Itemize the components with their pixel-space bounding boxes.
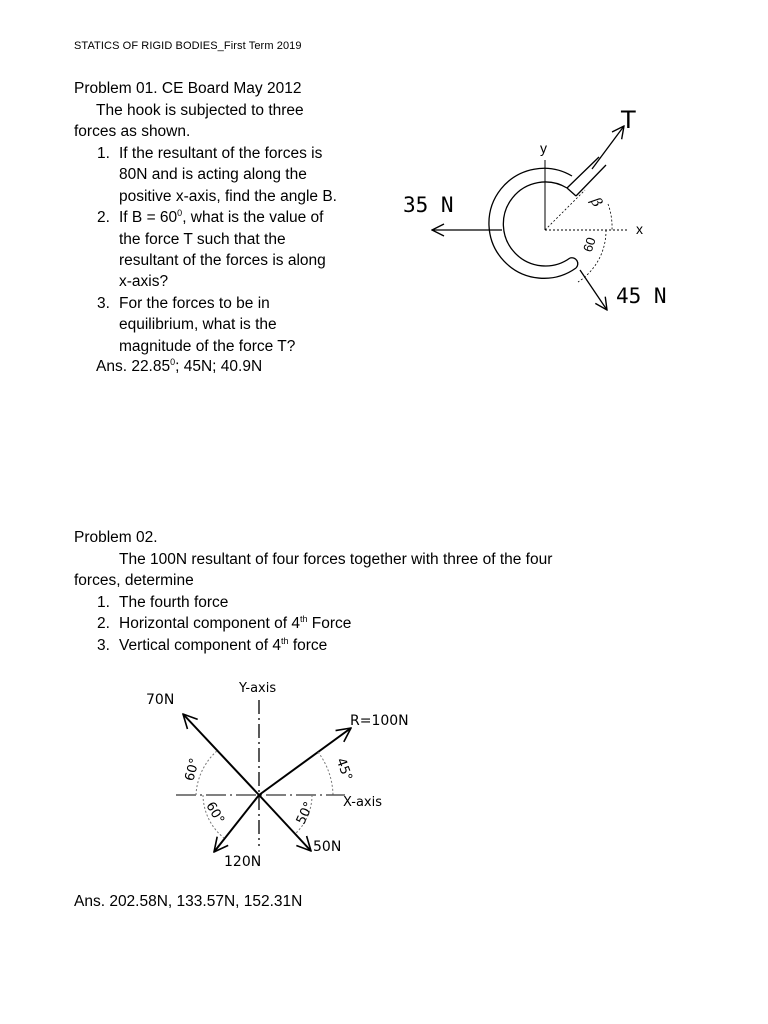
problem1-intro-line2: forces as shown.	[74, 123, 191, 140]
force-120N-arrow	[214, 795, 259, 852]
label-70N: 70N	[146, 692, 175, 708]
question-line: Horizontal component of 4th Force	[119, 614, 352, 633]
label-beta: β	[587, 195, 606, 211]
question-line: the force T such that the	[119, 230, 286, 248]
label-xaxis: X-axis	[343, 795, 382, 810]
angle-label-60-top: 60°	[182, 756, 203, 783]
angle-label-60-bottom: 60°	[202, 799, 227, 827]
problem1-intro-line1: The hook is subjected to three	[96, 102, 304, 119]
question-line: For the forces to be in	[119, 294, 270, 312]
angle-label-45: 45°	[332, 756, 355, 783]
problem1-title: Problem 01. CE Board May 2012	[74, 80, 302, 97]
problem2-title: Problem 02.	[74, 529, 158, 546]
question-number: 2.	[97, 615, 110, 633]
label-T: T	[621, 106, 636, 134]
question-line: The fourth force	[119, 594, 229, 611]
question-number: 2.	[97, 209, 110, 227]
problem2-intro-line1: The 100N resultant of four forces together with three of the four	[119, 551, 553, 568]
problem1-answer: Ans. 22.85$^0$; 45N; 40.9N	[96, 357, 263, 375]
question-line: Vertical component of 4th force	[119, 635, 328, 654]
question-line: resultant of the forces is along	[119, 252, 326, 270]
label-35N: 35 N	[403, 193, 454, 217]
label-45N: 45 N	[616, 284, 667, 308]
label-50N: 50N	[313, 839, 342, 855]
question-line: 80N and is acting along the	[119, 166, 307, 184]
label-60: 60	[579, 235, 599, 254]
angle-arc-45	[318, 752, 333, 795]
problem2-answer: Ans. 202.58N, 133.57N, 152.31N	[74, 893, 303, 910]
question-line: equilibrium, what is the	[119, 316, 277, 334]
question-number: 1.	[97, 145, 110, 162]
question-line: If $B = 60^0$, what is the value of	[119, 208, 324, 227]
label-y: y	[540, 140, 547, 156]
label-120N: 120N	[224, 854, 262, 870]
label-yaxis: Y-axis	[239, 681, 277, 696]
question-line: x-axis?	[119, 273, 169, 291]
question-line: If the resultant of the forces is	[119, 145, 323, 162]
angle-label-50: 50°	[293, 799, 318, 827]
page-header: STATICS OF RIGID BODIES_First Term 2019	[74, 40, 302, 52]
question-line: magnitude of the force T?	[119, 337, 296, 355]
question-number: 3.	[97, 636, 110, 654]
question-number: 1.	[97, 594, 110, 611]
question-line: positive x-axis, find the angle B.	[119, 187, 337, 205]
label-R: R=100N	[350, 713, 409, 729]
problem2-intro-line2: forces, determine	[74, 572, 194, 589]
question-number: 3.	[97, 294, 110, 312]
label-x: x	[636, 221, 643, 237]
